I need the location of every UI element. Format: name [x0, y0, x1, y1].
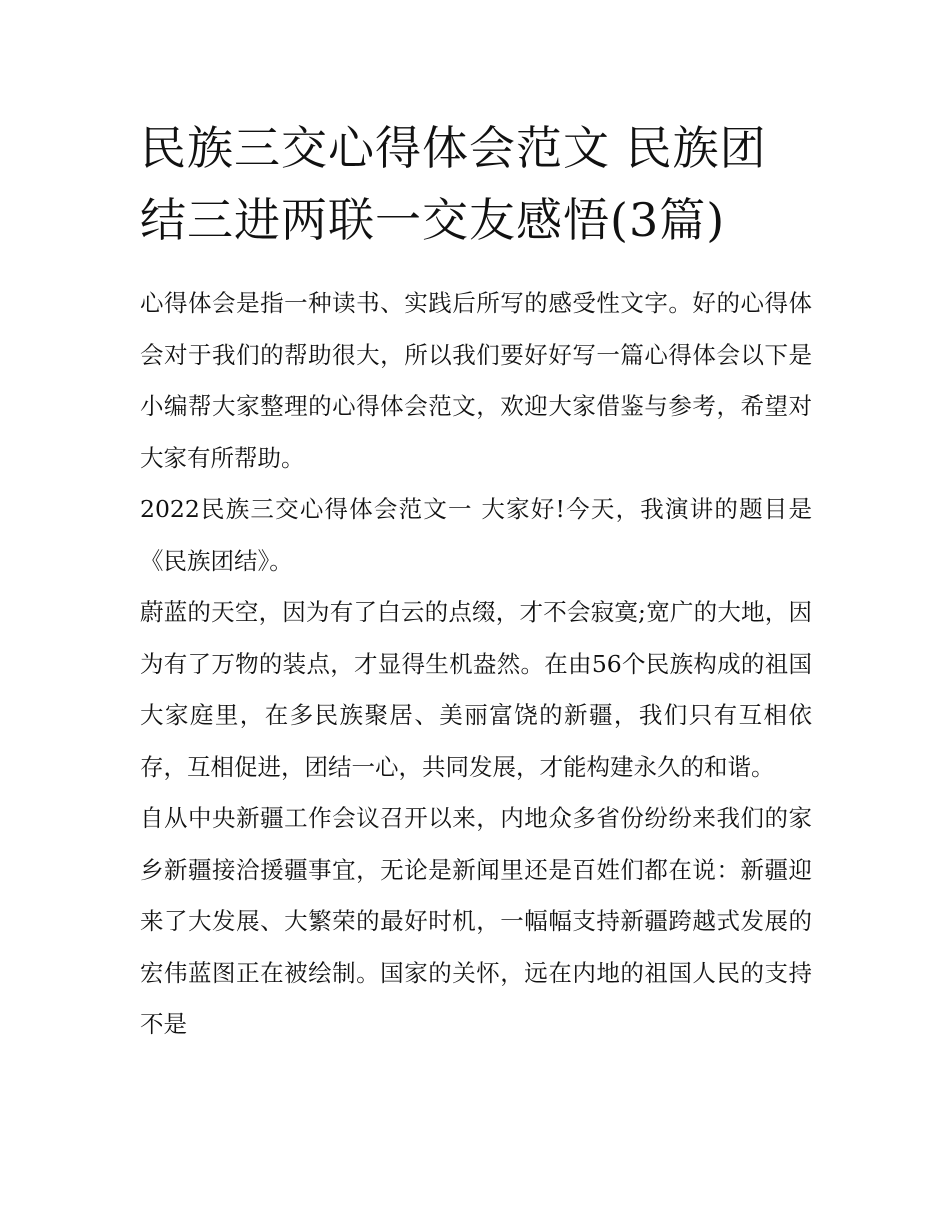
paragraph-speech-opening: 2022民族三交心得体会范文一 大家好!今天，我演讲的题目是《民族团结》。: [140, 495, 812, 575]
paragraph-intro: 心得体会是指一种读书、实践后所写的感受性文字。好的心得体会对于我们的帮助很大，所以我们要好好写一篇心得体会以下是小编帮大家整理的心得体会范文，欢迎大家借鉴与参考，希望对大家有所帮助。: [140, 289, 812, 472]
document-title: 民族三交心得体会范文 民族团结三进两联一交友感悟(3篇): [140, 121, 767, 247]
document-page: [140, 112, 812, 1051]
paragraph-xinjiang-development: 自从中央新疆工作会议召开以来，内地众多省份纷纷来我们的家乡新疆接洽援疆事宜，无论是新闻里还是百姓们都在说：新疆迎来了大发展、大繁荣的最好时机，一幅幅支持新疆跨越式发展的宏伟蓝图正在被绘制。国家的关怀，远在内地的祖国人民的支持不是: [140, 804, 812, 1038]
paragraph-sky-metaphor: 蔚蓝的天空，因为有了白云的点缀，才不会寂寞;宽广的大地，因为有了万物的装点，才显得生机盎然。在由56个民族构成的祖国大家庭里，在多民族聚居、美丽富饶的新疆，我们只有互相依存，互相促进，团结一心，共同发展，才能构建永久的和谐。: [140, 598, 812, 781]
